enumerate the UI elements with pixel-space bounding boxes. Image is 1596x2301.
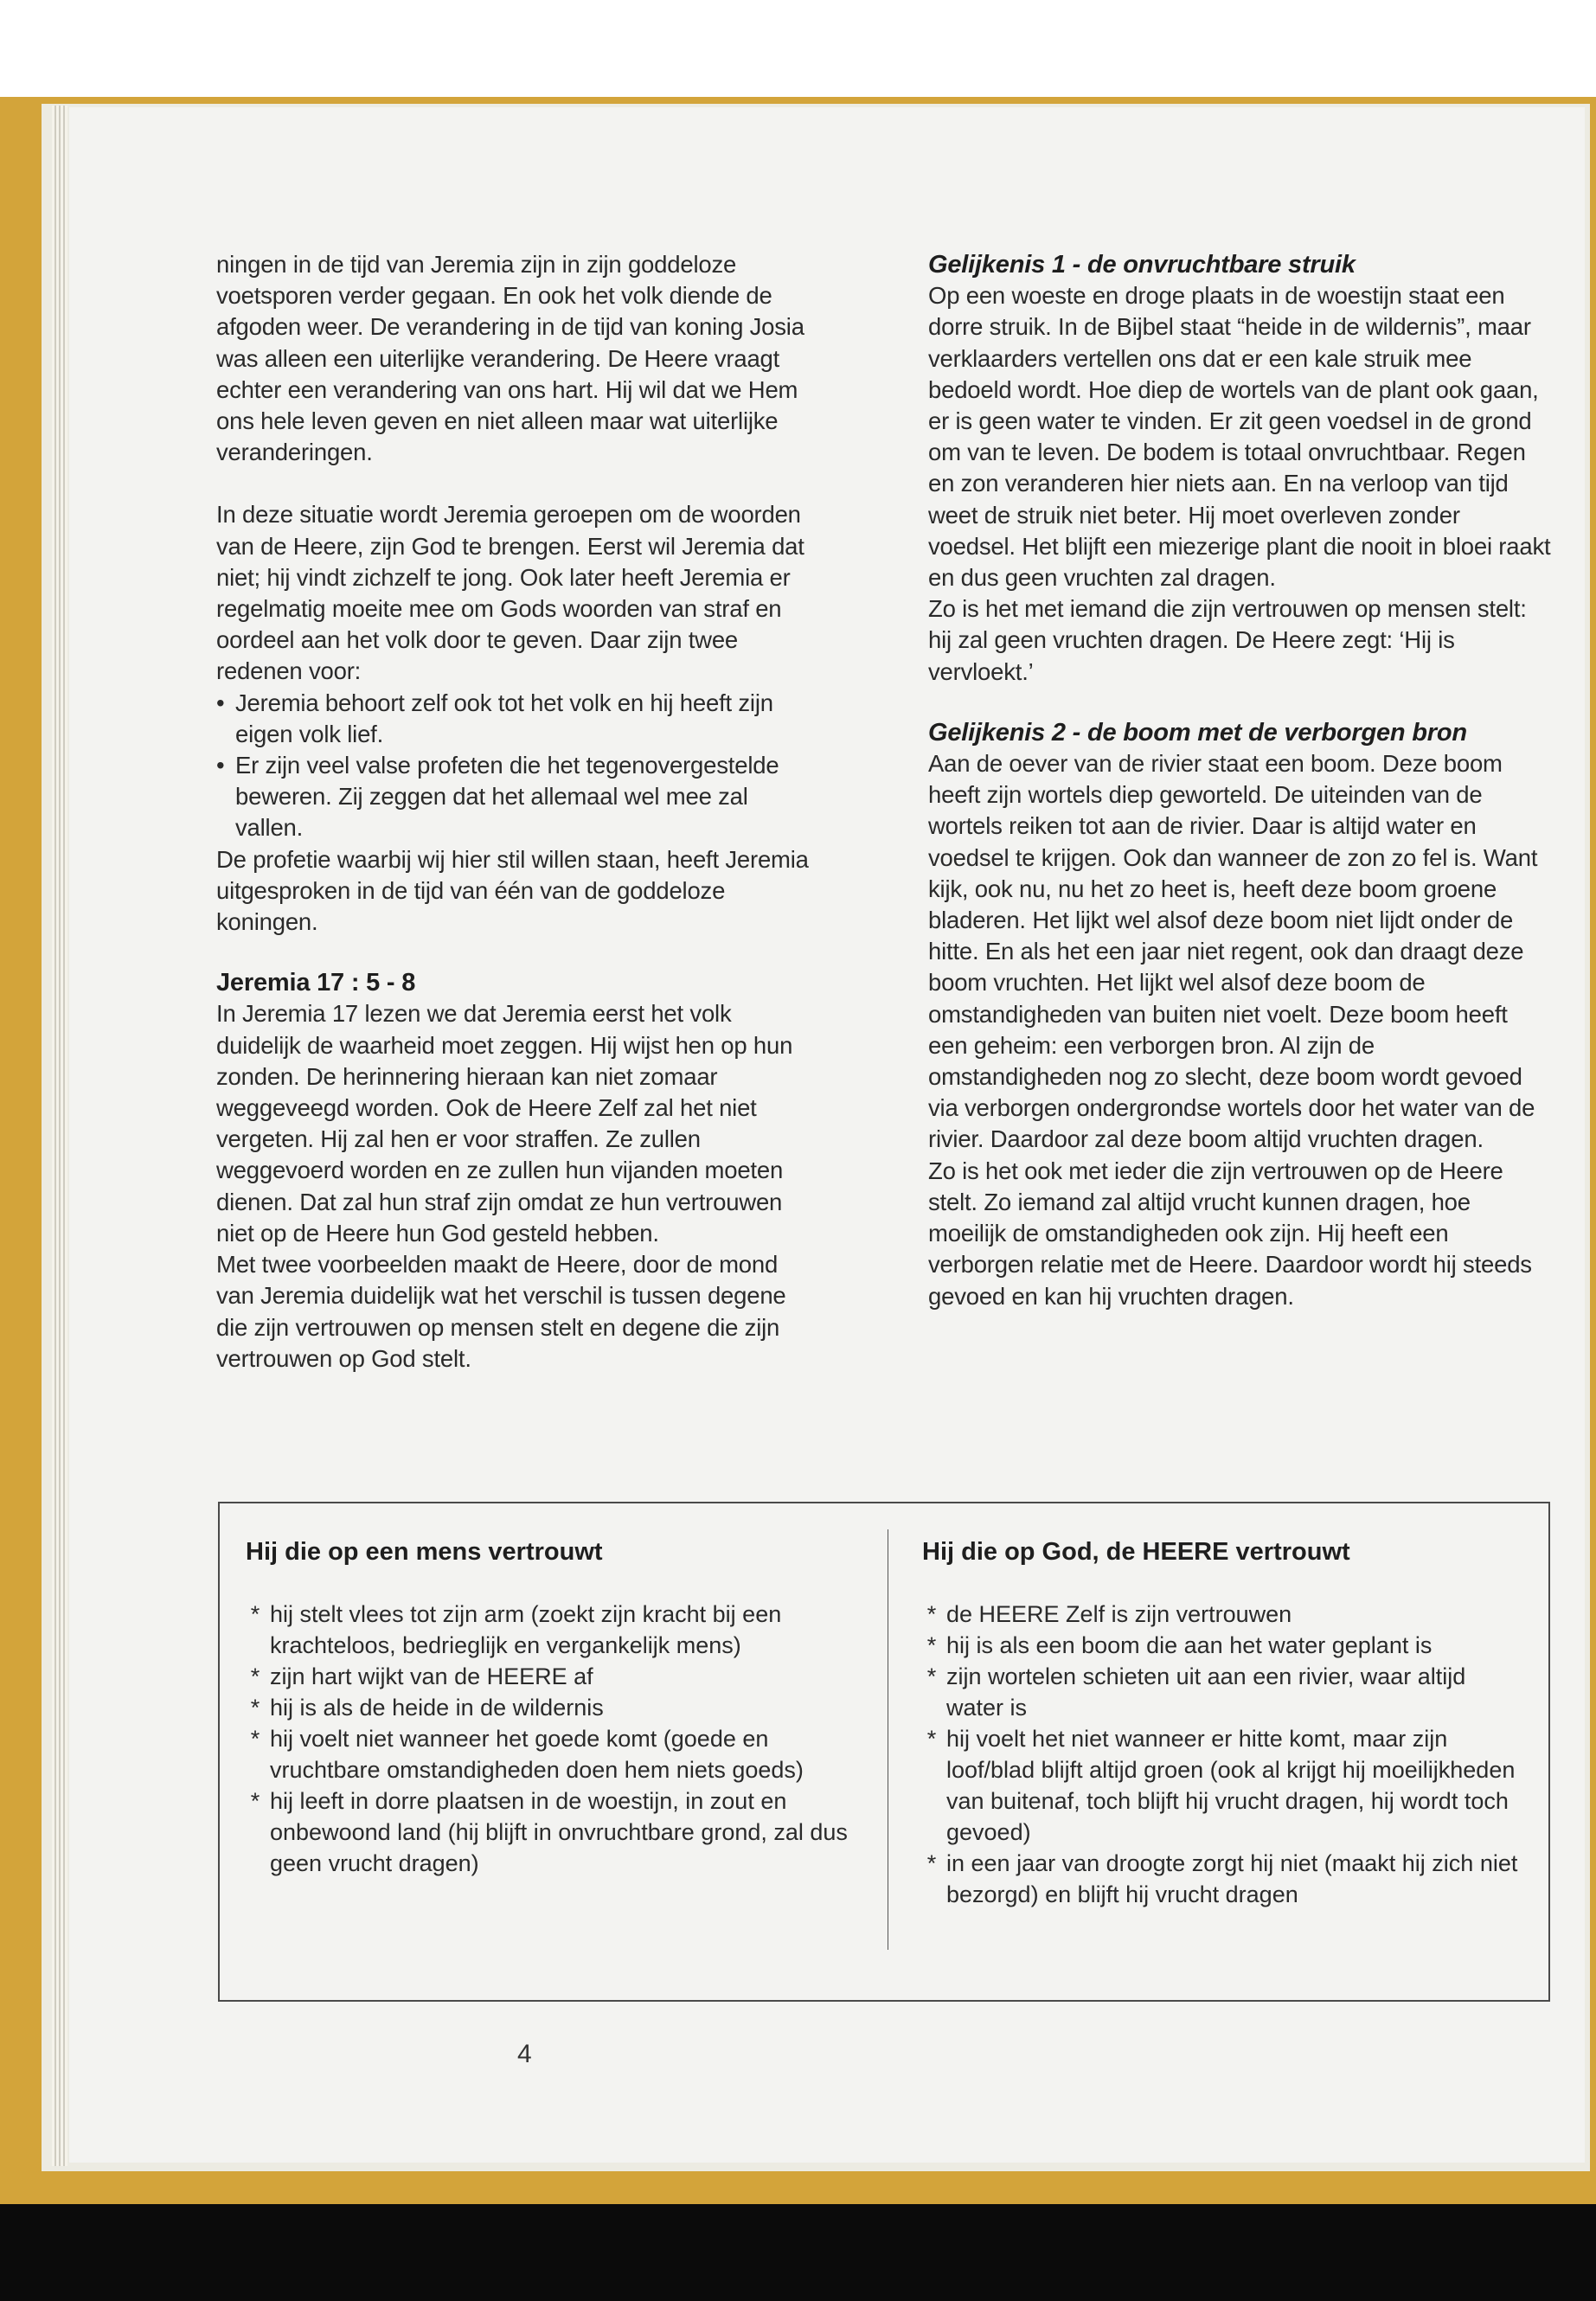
comparison-left xyxy=(246,1536,851,1879)
list-item xyxy=(922,1599,1528,1630)
list-item-text: in een jaar van droogte zorgt hij niet (maakt hij zich niet bezorgd) en blijft hij vrucht dragen xyxy=(946,1850,1518,1907)
page-edges xyxy=(52,106,67,2166)
list-item xyxy=(246,1599,851,1661)
list-item xyxy=(246,1785,851,1879)
left-column xyxy=(216,249,822,1375)
comparison-box xyxy=(218,1502,1550,2002)
list-item-text: hij is als een boom die aan het water geplant is xyxy=(946,1632,1433,1658)
list-item-text: Er zijn veel valse profeten die het tegenovergestelde beweren. Zij zeggen dat het allemaal wel mee zal vallen. xyxy=(235,752,779,842)
list-item-text: hij stelt vlees tot zijn arm (zoekt zijn kracht bij een krachteloos, bedrieglijk en vergankelijk mens) xyxy=(270,1601,782,1658)
paragraph: Met twee voorbeelden maakt de Heere, door de mond van Jeremia duidelijk wat het verschil is tussen degene die zijn vertrouwen op mensen stelt en degene die zijn vertrouwen op God stelt. xyxy=(216,1251,786,1372)
section-heading: Jeremia 17 : 5 - 8 xyxy=(216,969,416,997)
asterisk-icon: * xyxy=(926,1726,937,1752)
paragraph: In deze situatie wordt Jeremia geroepen om de woorden van de Heere, zijn God te brengen. Eerst wil Jeremia dat niet; hij vindt zichzelf te jong. Ook later heeft Jeremia er regelmatig moeite mee om Gods woorden van straf en oordeel aan het volk door te geven. Daar zijn twee redenen voor: xyxy=(216,501,804,685)
asterisk-icon: * xyxy=(926,1663,937,1689)
section-heading: Gelijkenis 1 - de onvruchtbare struik xyxy=(928,251,1356,279)
page-number: 4 xyxy=(517,2040,532,2068)
paragraph: Aan de oever van de rivier staat een boom. Deze boom heeft zijn wortels diep geworteld. De uiteinden van de wortels reiken tot aan de rivier. Daar is altijd water en voedsel te krijgen. Ook dan wanneer de zon zo fel is. Want kijk, ook nu, nu het zo heet is, heeft deze boom groene bladeren. Het lijkt wel alsof deze boom niet lijdt onder de hitte. En als het een jaar niet regent, ook dan draagt deze boom vruchten. Het lijkt wel alsof deze boom de omstandigheden van buiten niet voelt. Deze boom heeft een geheim: een verborgen bron. Al zijn de omstandigheden nog zo slecht, deze boom wordt gevoed via verborgen ondergrondse wortels door het water van de rivier. Daardoor zal deze boom altijd vruchten dragen. xyxy=(928,750,1538,1153)
comparison-right xyxy=(922,1536,1528,1910)
list-item-text: zijn wortelen schieten uit aan een rivier, waar altijd water is xyxy=(946,1663,1466,1721)
box-title: Hij die op God, de HEERE vertrouwt xyxy=(922,1538,1350,1566)
asterisk-icon: * xyxy=(250,1695,260,1721)
list-item xyxy=(922,1661,1528,1723)
paragraph: Zo is het ook met ieder die zijn vertrouwen op de Heere stelt. Zo iemand zal altijd vrucht kunnen dragen, hoe moeilijk de omstandigheden ook zijn. Hij heeft een verborgen relatie met de Heere. Daardoor wordt hij steeds gevoed en kan hij vruchten dragen. xyxy=(928,1157,1532,1310)
list-item xyxy=(922,1723,1528,1848)
list-item xyxy=(922,1630,1528,1661)
paragraph: ningen in de tijd van Jeremia zijn in zijn goddeloze voetsporen verder gegaan. En ook het volk diende de afgoden weer. De verandering in de tijd van koning Josia was alleen een uiterlijke verandering. De Heere vraagt echter een verandering van ons hart. Hij wil dat we Hem ons hele leven geven en niet alleen maar wat uiterlijke veranderingen. xyxy=(216,251,804,466)
asterisk-icon: * xyxy=(250,1726,260,1752)
section-heading: Gelijkenis 2 - de boom met de verborgen bron xyxy=(928,718,1467,747)
paragraph: Zo is het met iemand die zijn vertrouwen op mensen stelt: hij zal geen vruchten dragen. De Heere zegt: ‘Hij is vervloekt.’ xyxy=(928,595,1527,685)
bullet-icon: • xyxy=(216,752,225,779)
list-item xyxy=(216,688,822,750)
box-title: Hij die op een mens vertrouwt xyxy=(246,1538,603,1566)
list-item-text: Jeremia behoort zelf ook tot het volk en hij heeft zijn eigen volk lief. xyxy=(235,689,773,747)
list-item-text: zijn hart wijkt van de HEERE af xyxy=(270,1663,593,1689)
list-item xyxy=(216,750,822,844)
list-item-text: hij voelt het niet wanneer er hitte komt, maar zijn loof/blad blijft altijd groen (ook al krijgt hij moeilijkheden van buitenaf, toch blijft hij vrucht dragen, hij wordt toch gevoed) xyxy=(946,1726,1516,1845)
paragraph: De profetie waarbij wij hier stil willen staan, heeft Jeremia uitgesproken in de tijd van één van de goddeloze koningen. xyxy=(216,845,809,936)
right-column xyxy=(928,249,1551,1312)
list-item xyxy=(246,1723,851,1785)
asterisk-icon: * xyxy=(926,1850,937,1876)
list-item-text: hij voelt niet wanneer het goede komt (goede en vruchtbare omstandigheden doen hem niets goeds) xyxy=(270,1726,804,1783)
bullet-icon: • xyxy=(216,689,225,716)
paragraph: Op een woeste en droge plaats in de woestijn staat een dorre struik. In de Bijbel staat “heide in de wildernis”, maar verklaarders vertellen ons dat er een kale struik mee bedoeld wordt. Hoe diep de wortels van de plant ook gaan, er is geen water te vinden. Er zit geen voedsel in de grond om van te leven. De bodem is totaal onvruchtbaar. Regen en zon veranderen hier niets aan. En na verloop van tijd weet de struik niet beter. Hij moet overleven zonder voedsel. Het blijft een miezerige plant die nooit in bloei raakt en dus geen vruchten zal dragen. xyxy=(928,282,1551,592)
scan-background xyxy=(0,2204,1596,2301)
paragraph: In Jeremia 17 lezen we dat Jeremia eerst het volk duidelijk de waarheid moet zeggen. Hij wijst hen op hun zonden. De herinnering hieraan kan niet zomaar weggeveegd worden. Ook de Heere Zelf zal het niet vergeten. Hij zal hen er voor straffen. Ze zullen weggevoerd worden en ze zullen hun vijanden moeten dienen. Dat zal hun straf zijn omdat ze hun vertrouwen niet op de Heere hun God gesteld hebben. xyxy=(216,1000,793,1247)
list-item-text: hij is als de heide in de wildernis xyxy=(270,1695,604,1721)
asterisk-icon: * xyxy=(926,1632,937,1658)
asterisk-icon: * xyxy=(250,1663,260,1689)
list-item-text: hij leeft in dorre plaatsen in de woestijn, in zout en onbewoond land (hij blijft in onvruchtbare grond, zal dus geen vrucht dragen) xyxy=(270,1788,848,1876)
list-item xyxy=(246,1661,851,1692)
reasons-list xyxy=(216,688,822,844)
list-item xyxy=(922,1848,1528,1910)
list-item-text: de HEERE Zelf is zijn vertrouwen xyxy=(946,1601,1292,1627)
asterisk-icon: * xyxy=(250,1601,260,1627)
asterisk-icon: * xyxy=(926,1601,937,1627)
asterisk-icon: * xyxy=(250,1788,260,1814)
list-item xyxy=(246,1692,851,1723)
